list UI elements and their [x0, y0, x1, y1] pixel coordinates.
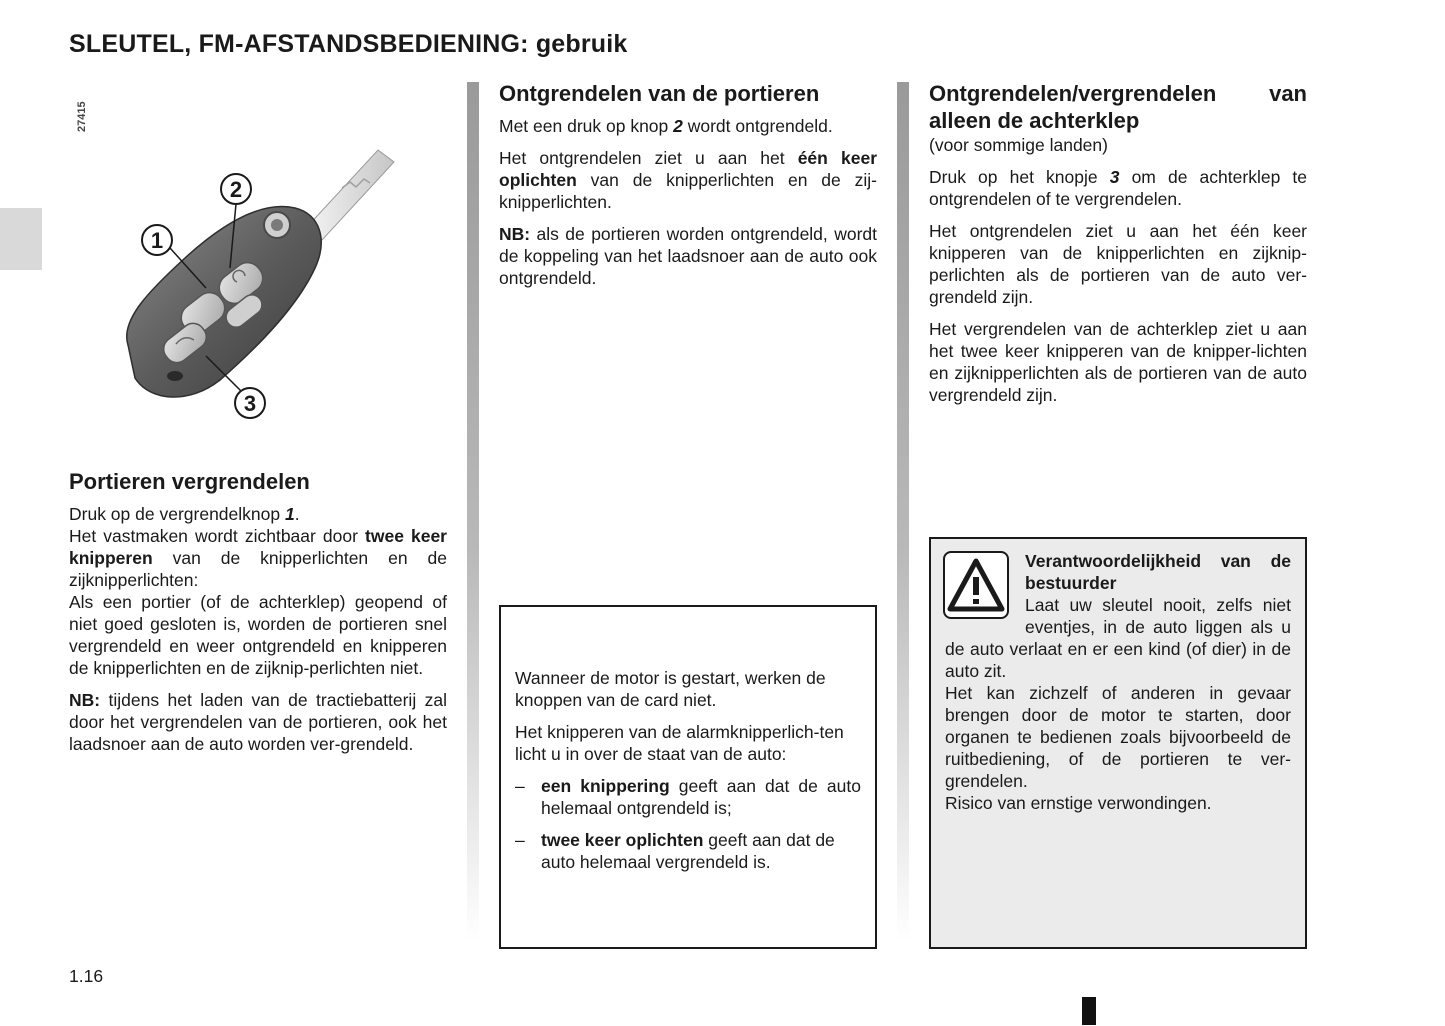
info-box: [499, 605, 877, 949]
info-engine-note: Wanneer de motor is gestart, werken de knoppen van de card niet.: [515, 668, 826, 710]
tailgate-text: Druk op het knopje: [929, 167, 1110, 187]
unlock-doors-section: [499, 80, 877, 299]
nb-label: NB:: [69, 690, 101, 710]
lock-button-number: 1: [284, 504, 295, 524]
list-item: [515, 829, 861, 873]
lock-doors-nb: [69, 689, 447, 755]
info-hazard-intro: Het knipperen van de alarmknipperlich-ten licht u in over de staat van de auto:: [515, 722, 844, 764]
unlock-doors-instruction: [499, 115, 877, 137]
nb-label: NB:: [499, 224, 531, 244]
tailgate-unlock-feedback: Het ontgrendelen ziet u aan het één keer knipperen van de knipperlichten en zijknip-perlichten als de portieren van de auto ver-grendeld zijn.: [929, 221, 1307, 307]
warning-content: [945, 550, 1291, 814]
lock-feedback-emphasis: twee keer knipperen: [69, 526, 447, 568]
nb-text: als de portieren worden ontgrendeld, wordt de koppeling van het laadsnoer aan de auto ook ontgrendeld.: [499, 224, 877, 288]
tailgate-heading: Ontgrendelen/vergrendelen van alleen de achterklep: [929, 81, 1307, 133]
unlock-feedback-text-end: van de knipperlichten en de zij-knipperlichten.: [499, 170, 877, 212]
page-title: SLEUTEL, FM-AFSTANDSBEDIENING: gebruik: [69, 30, 628, 58]
lock-doors-feedback: [69, 525, 447, 591]
lock-doors-heading: Portieren vergrendelen: [69, 469, 310, 494]
figure-reference: 27415: [76, 101, 88, 132]
warning-box: [929, 537, 1307, 949]
tailgate-text-end: om de achterklep te ontgrendelen of te vergrendelen.: [929, 167, 1307, 209]
info-box-content: [515, 667, 861, 883]
warning-title-text: Verantwoordelijkheid van de bestuurder: [1025, 551, 1291, 593]
unlock-text: Met een druk op knop: [499, 116, 674, 136]
unlock-doors-nb: [499, 223, 877, 289]
callout-1-label: 1: [150, 228, 164, 253]
lock-doors-instruction: [69, 503, 447, 525]
callout-2: [221, 174, 251, 204]
nb-text: tijdens het laden van de tractiebatterij zal door het vergrendelen van de portieren, ook het laadsnoer aan de auto worden ver-grendeld.: [69, 690, 447, 754]
page-edge-marker: [1082, 997, 1096, 1025]
chapter-tab: [0, 208, 42, 270]
unlock-doors-heading: Ontgrendelen van de portieren: [499, 81, 820, 106]
unlock-feedback-emphasis: één keer oplichten: [499, 148, 877, 190]
lock-feedback-text-end: van de knipperlichten en de zijknipperlichten:: [69, 548, 447, 590]
list-item: [515, 775, 861, 819]
lock-feedback-text: Het vastmaken wordt zichtbaar door: [69, 526, 366, 546]
unlock-text-end: wordt ontgrendeld.: [682, 116, 833, 136]
warning-paragraph-1: Laat uw sleutel nooit, zelfs niet eventjes, in de auto liggen als u de auto verlaat en er een kind (of dier) in de auto zit.: [945, 595, 1291, 681]
callout-3: [235, 388, 265, 418]
tailgate-instruction: [929, 166, 1307, 210]
column-divider-right: [897, 82, 909, 942]
lock-doors-open-door-note: Als een portier (of de achterklep) geopend of niet goed gesloten is, worden de portieren snel vergrendeld en weer ontgrendeld en knipperen de knipperlichten en de zijknip-perlichten niet.: [69, 592, 447, 678]
warning-paragraph-2: Het kan zichzelf of anderen in gevaar brengen door de motor te starten, door organen te bedienen zoals bijvoorbeeld de ruitbediening, of de portieren te ver-grendelen.: [945, 683, 1291, 791]
column-divider-left: [467, 82, 479, 942]
unlock-feedback-text: Het ontgrendelen ziet u aan het: [499, 148, 798, 168]
callout-2-label: 2: [229, 177, 243, 202]
callout-3-label: 3: [243, 391, 257, 416]
list-dash: –: [515, 830, 525, 850]
callout-1: [142, 225, 172, 255]
list-item-emphasis: een knippering: [541, 776, 670, 796]
list-item-emphasis: twee keer oplichten: [541, 830, 704, 850]
tailgate-section: [929, 80, 1307, 416]
info-hazard-list: [515, 775, 861, 873]
warning-paragraph-3: Risico van ernstige verwondingen.: [945, 793, 1212, 813]
list-dash: –: [515, 776, 525, 796]
lock-text: Druk op de vergrendelknop: [69, 504, 285, 524]
key-blade: [306, 150, 394, 240]
page-number: 1.16: [69, 966, 104, 986]
tailgate-lock-feedback: Het vergrendelen van de achterklep ziet u aan het twee keer knipperen van de knipper-lichten en zijknipperlichten als de portieren van de auto vergrendeld zijn.: [929, 319, 1307, 405]
unlock-button-number: 2: [673, 116, 683, 136]
list-item-text: geeft aan dat de auto helemaal vergrendeld is.: [541, 830, 835, 872]
lock-doors-section: [69, 468, 447, 765]
remote-key-illustration: [110, 140, 410, 430]
lock-text-end: .: [294, 504, 300, 524]
tailgate-subheading: (voor sommige landen): [929, 135, 1108, 155]
tailgate-button-number: 3: [1109, 167, 1120, 187]
unlock-doors-feedback: [499, 147, 877, 213]
list-item-text: geeft aan dat de auto helemaal ontgrendeld is;: [541, 776, 861, 818]
